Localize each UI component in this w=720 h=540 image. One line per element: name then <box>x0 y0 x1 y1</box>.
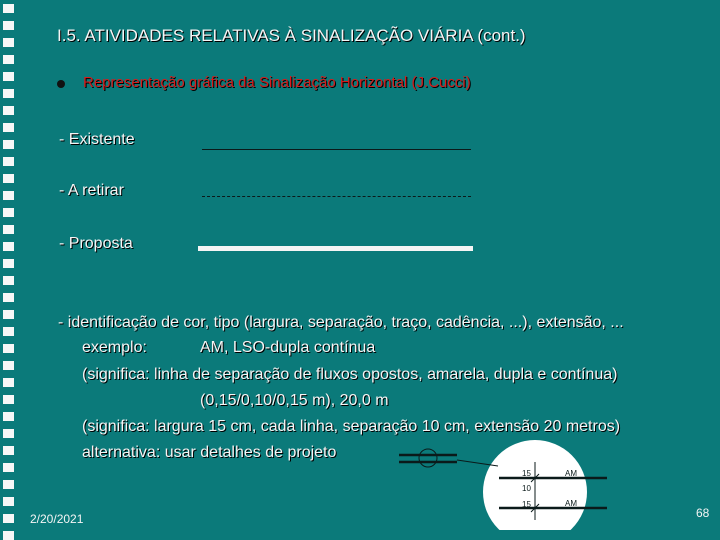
dim-label-bot: 15 <box>522 500 531 509</box>
bullet-text <box>83 74 471 91</box>
film-perforation <box>3 310 14 319</box>
legend-existente-label: - Existente <box>59 131 135 148</box>
film-perforation <box>3 497 14 506</box>
body-line-2-label: exemplo: <box>82 339 147 356</box>
callout-symbol <box>399 449 457 467</box>
dim-label-mid: 10 <box>522 484 531 493</box>
double-line-detail-diagram <box>385 440 615 530</box>
legend-proposta-line <box>198 246 473 251</box>
film-perforation <box>3 446 14 455</box>
body-line-1: - identificação de cor, tipo (largura, separação, traço, cadência, ...), extensão, ... <box>58 314 624 331</box>
bullet-dot-icon <box>57 80 65 88</box>
body-line-2-value: AM, LSO-dupla contínua <box>200 339 376 356</box>
film-strip-border <box>0 0 18 540</box>
film-perforation <box>3 4 14 13</box>
film-perforation <box>3 395 14 404</box>
legend-retirar-line <box>202 196 471 197</box>
film-perforation <box>3 140 14 149</box>
legend-retirar-label: - A retirar <box>59 182 124 199</box>
film-perforation <box>3 259 14 268</box>
film-perforation <box>3 293 14 302</box>
film-perforation <box>3 378 14 387</box>
footer-date: 2/20/2021 <box>30 512 84 526</box>
film-perforation <box>3 208 14 217</box>
legend-existente-line <box>202 149 471 150</box>
film-perforation <box>3 55 14 64</box>
page-number: 68 <box>696 506 710 520</box>
body-line-6: alternativa: usar detalhes de projeto <box>82 444 337 461</box>
legend-proposta-label: - Proposta <box>59 235 133 252</box>
film-perforation <box>3 72 14 81</box>
film-perforation <box>3 480 14 489</box>
film-perforation <box>3 21 14 30</box>
color-label-top: AM <box>565 469 577 478</box>
film-perforation <box>3 123 14 132</box>
color-label-bot: AM <box>565 499 577 508</box>
film-perforation <box>3 106 14 115</box>
film-perforation <box>3 514 14 523</box>
body-line-4: (0,15/0,10/0,15 m), 20,0 m <box>200 392 389 409</box>
film-perforation <box>3 429 14 438</box>
slide-title: I.5. ATIVIDADES RELATIVAS À SINALIZAÇÃO VIÁRIA (cont.) <box>57 26 526 45</box>
film-perforation <box>3 463 14 472</box>
film-perforation <box>3 531 14 540</box>
film-perforation <box>3 276 14 285</box>
body-line-5: (significa: largura 15 cm, cada linha, separação 10 cm, extensão 20 metros) <box>82 418 621 435</box>
film-perforation <box>3 89 14 98</box>
film-perforation <box>3 361 14 370</box>
film-perforation <box>3 242 14 251</box>
body-line-3: (significa: linha de separação de fluxos opostos, amarela, dupla e contínua) <box>82 366 618 383</box>
film-perforation <box>3 344 14 353</box>
dim-label-top: 15 <box>522 469 531 478</box>
film-perforation <box>3 225 14 234</box>
film-perforation <box>3 412 14 421</box>
film-perforation <box>3 157 14 166</box>
film-perforation <box>3 327 14 336</box>
bullet-main: Representação gráfica da Sinalização Horizontal <box>83 74 408 91</box>
film-perforation <box>3 174 14 183</box>
film-perforation <box>3 191 14 200</box>
bullet-credit: (J.Cucci) <box>411 74 471 91</box>
film-perforation <box>3 38 14 47</box>
